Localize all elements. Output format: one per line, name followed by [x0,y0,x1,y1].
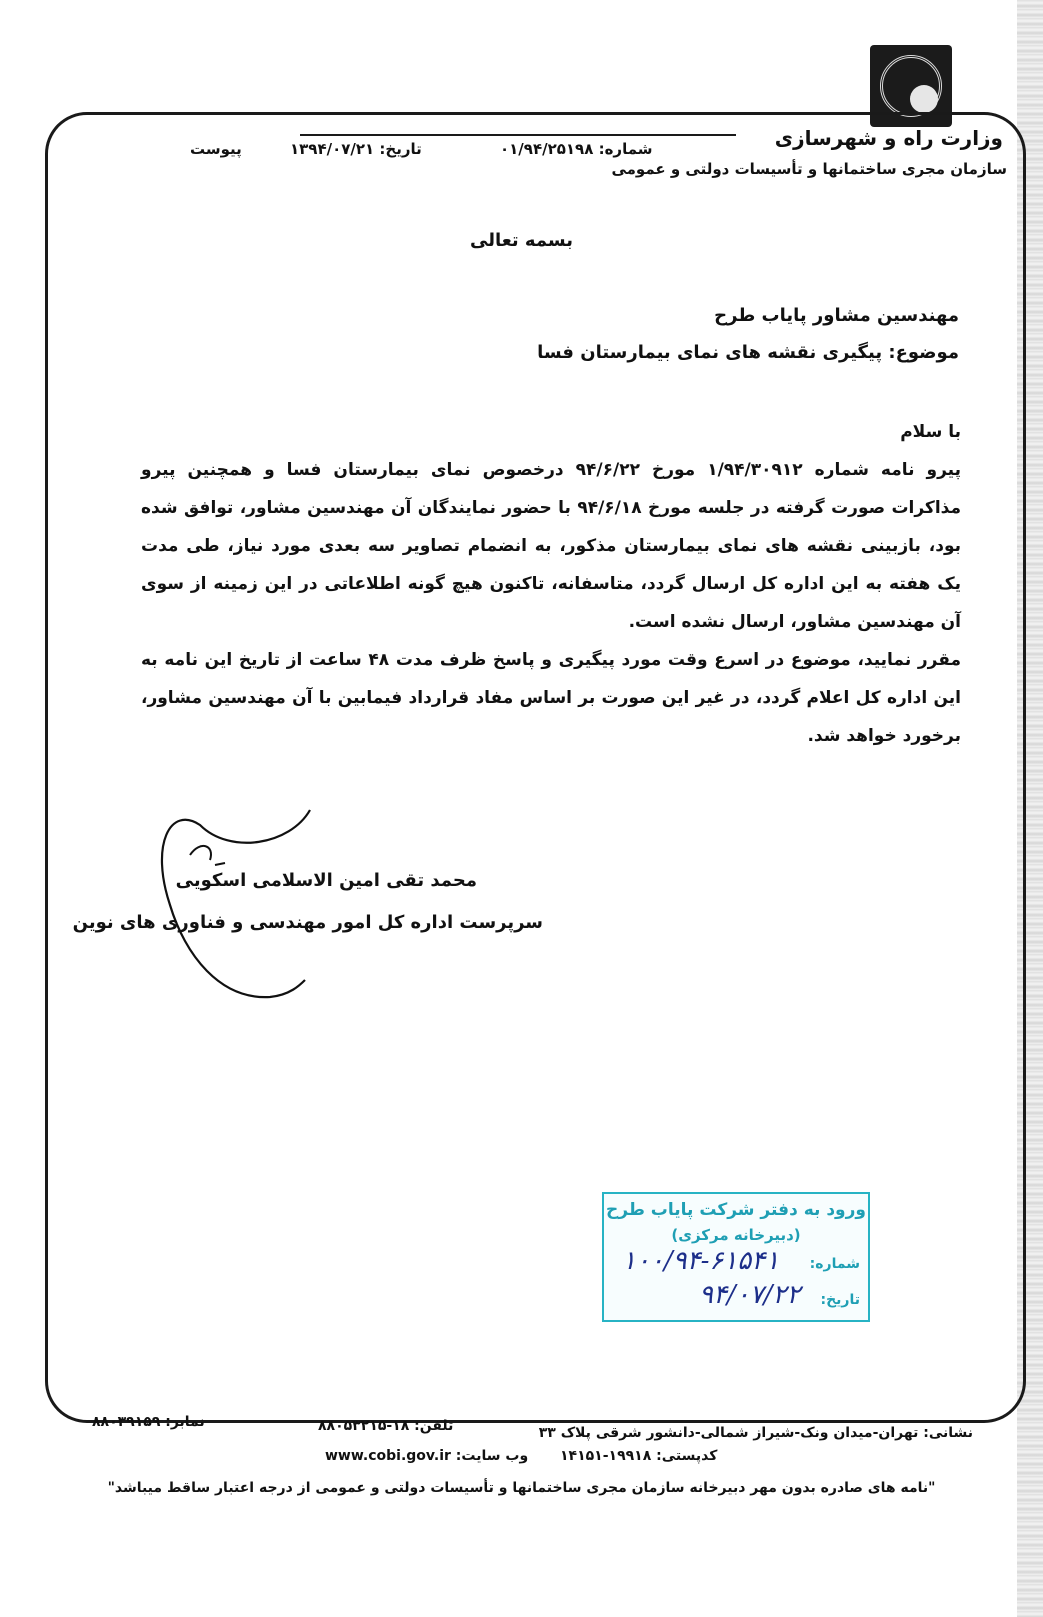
body-paragraph-1: پیرو نامه شماره ۱/۹۴/۳۰۹۱۲ مورخ ۹۴/۶/۲۲ درخصوص نمای بیمارستان فسا و همچنین پیرو مذاکرات صورت گرفته در جلسه مورخ ۹۴/۶/۱۸ با حضور نمایندگان آن مهندسین مشاور، توافق شده بود، بازبینی نقشه های نمای بیمارستان مذکور، به انضمام تصاویر سه بعدی مورد نیاز، طی مدت یک هفته به این اداره کل ارسال گردد، متاسفانه، تاکنون هیچ گونه اطلاعاتی در این زمینه از سوی آن مهندسین مشاور، ارسال نشده است. [141,460,961,632]
stamp-subtitle: (دبیرخانه مرکزی) [671,1226,801,1244]
letter-body [141,413,961,755]
footer-phone: تلفن: ۱۸-۸۸۰۵۳۲۱۵ [318,1418,454,1434]
footer-postal-code: کدپستی: ۱۹۹۱۸-۱۴۱۵۱ [560,1448,718,1464]
receipt-stamp [602,1192,870,1322]
footer-website: وب سایت: www.cobi.gov.ir [325,1448,529,1464]
addressee: مهندسین مشاور پایاب طرح [714,305,959,326]
letter-number: شماره: ۰۱/۹۴/۲۵۱۹۸ [500,140,653,158]
ministry-name: وزارت راه و شهرسازی [774,126,1003,150]
stamp-title: ورود به دفتر شرکت پایاب طرح [606,1200,866,1220]
footer-fax: نمابر: ۸۸۰۳۹۱۵۹ [92,1414,205,1430]
stamp-date-value: ۹۴/۰۷/۲۲ [699,1280,801,1310]
stamp-number-label: شماره: [809,1256,860,1272]
subject-line: موضوع: پیگیری نقشه های نمای بیمارستان فسا [537,342,959,363]
greeting: با سلام [900,422,961,442]
stamp-number-value: ۱۰۰/۹۴-۶۱۵۴۱ [622,1246,780,1276]
signer-title: سرپرست اداره کل امور مهندسی و فناوری های نوین [72,912,543,933]
signer-name: محمد تقی امین الاسلامی اسکویی [175,870,477,891]
letter-attachment: پیوست [190,140,242,158]
stamp-date-label: تاریخ: [820,1292,860,1308]
basmala: بسمه تعالی [470,230,573,251]
body-paragraph-2: مقرر نمایید، موضوع در اسرع وقت مورد پیگیری و پاسخ ظرف مدت ۴۸ ساعت از تاریخ این نامه به این اداره کل اعلام گردد، در غیر این صورت بر اساس مفاد قرارداد فیمابین با آن مهندسین مشاور، برخورد خواهد شد. [141,650,962,746]
header-divider [300,134,736,136]
footer-validity-note: "نامه های صادره بدون مهر دبیرخانه سازمان مجری ساختمانها و تأسیسات دولتی و عمومی از درجه اعتبار ساقط میباشد" [107,1480,936,1496]
handwritten-signature [140,805,480,1005]
letter-date: تاریخ: ۱۳۹۴/۰۷/۲۱ [290,140,422,158]
footer-address: نشانی: تهران-میدان ونک-شیراز شمالی-دانشور شرقی پلاک ۳۳ [538,1425,973,1441]
organization-name: سازمان مجری ساختمانها و تأسیسات دولتی و عمومی [611,160,1007,178]
